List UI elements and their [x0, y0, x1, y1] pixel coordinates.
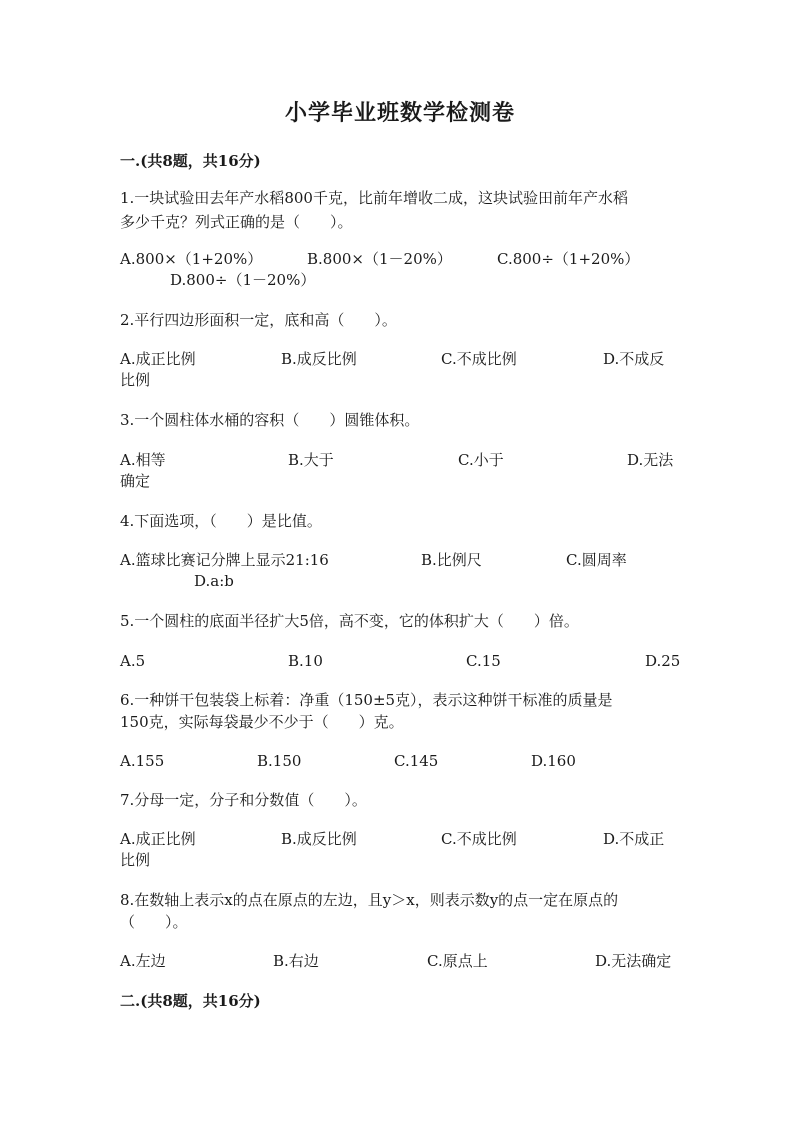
question-2-option-a: A.成正比例: [120, 350, 196, 368]
page-title: 小学毕业班数学检测卷: [284, 100, 515, 126]
question-6-line-1: 6.一种饼干包装袋上标着：净重（150±5克），表示这种饼干标准的质量是: [120, 691, 613, 709]
question-7-option-d: D.不成正: [603, 830, 665, 848]
question-8-line-2: （ ）。: [120, 913, 188, 931]
question-8-option-d: D.无法确定: [595, 952, 672, 970]
question-5-option-d: D.25: [645, 652, 681, 670]
question-3-option-d: D.无法: [627, 451, 674, 469]
question-3-option-c: C.小于: [458, 451, 504, 469]
question-1-option-d: D.800÷（1－20%）: [170, 271, 316, 289]
question-2-option-c: C.不成比例: [441, 350, 517, 368]
section-heading-1: 一.(共8题，共16分): [120, 152, 261, 170]
question-3-option-d-wrap: 确定: [120, 472, 151, 490]
question-4-line-1: 4.下面选项，（ ）是比值。: [120, 512, 322, 530]
question-1-option-b: B.800×（1－20%）: [307, 250, 452, 268]
question-8-option-a: A.左边: [120, 952, 166, 970]
question-1-line-1: 1.一块试验田去年产水稻800千克，比前年增收二成，这块试验田前年产水稻: [120, 189, 628, 207]
question-8-line-1: 8.在数轴上表示x的点在原点的左边，且y＞x，则表示数y的点一定在原点的: [120, 891, 619, 909]
question-1-line-2: 多少千克？列式正确的是（ ）。: [120, 213, 353, 231]
question-3-option-b: B.大于: [288, 451, 334, 469]
question-4-option-a: A.篮球比赛记分牌上显示21:16: [120, 551, 329, 569]
question-5-option-b: B.10: [288, 652, 323, 670]
question-3-option-a: A.相等: [120, 451, 166, 469]
question-5-option-a: A.5: [120, 652, 146, 670]
question-2-option-b: B.成反比例: [281, 350, 357, 368]
question-7-line-1: 7.分母一定，分子和分数值（ ）。: [120, 791, 367, 809]
question-4-option-c: C.圆周率: [566, 551, 627, 569]
question-6-option-b: B.150: [257, 752, 302, 770]
question-5-option-c: C.15: [466, 652, 501, 670]
question-8-option-b: B.右边: [273, 952, 319, 970]
question-1-option-a: A.800×（1+20%）: [120, 250, 263, 268]
question-2-line-1: 2.平行四边形面积一定，底和高（ ）。: [120, 311, 397, 329]
question-7-option-c: C.不成比例: [441, 830, 517, 848]
question-8-option-c: C.原点上: [427, 952, 488, 970]
question-7-option-a: A.成正比例: [120, 830, 196, 848]
question-6-option-c: C.145: [394, 752, 439, 770]
question-3-line-1: 3.一个圆柱体水桶的容积（ ）圆锥体积。: [120, 411, 420, 429]
question-6-option-d: D.160: [531, 752, 576, 770]
question-2-option-d: D.不成反: [603, 350, 665, 368]
question-6-line-2: 150克，实际每袋最少不少于（ ）克。: [120, 713, 404, 731]
question-2-option-d-wrap: 比例: [120, 371, 151, 389]
question-5-line-1: 5.一个圆柱的底面半径扩大5倍，高不变，它的体积扩大（ ）倍。: [120, 612, 579, 630]
question-1-option-c: C.800÷（1+20%）: [497, 250, 640, 268]
question-6-option-a: A.155: [120, 752, 165, 770]
question-4-option-d: D.a:b: [194, 572, 234, 590]
section-heading-2: 二.(共8题，共16分): [120, 992, 261, 1010]
question-7-option-d-wrap: 比例: [120, 851, 151, 869]
question-4-option-b: B.比例尺: [421, 551, 482, 569]
question-7-option-b: B.成反比例: [281, 830, 357, 848]
